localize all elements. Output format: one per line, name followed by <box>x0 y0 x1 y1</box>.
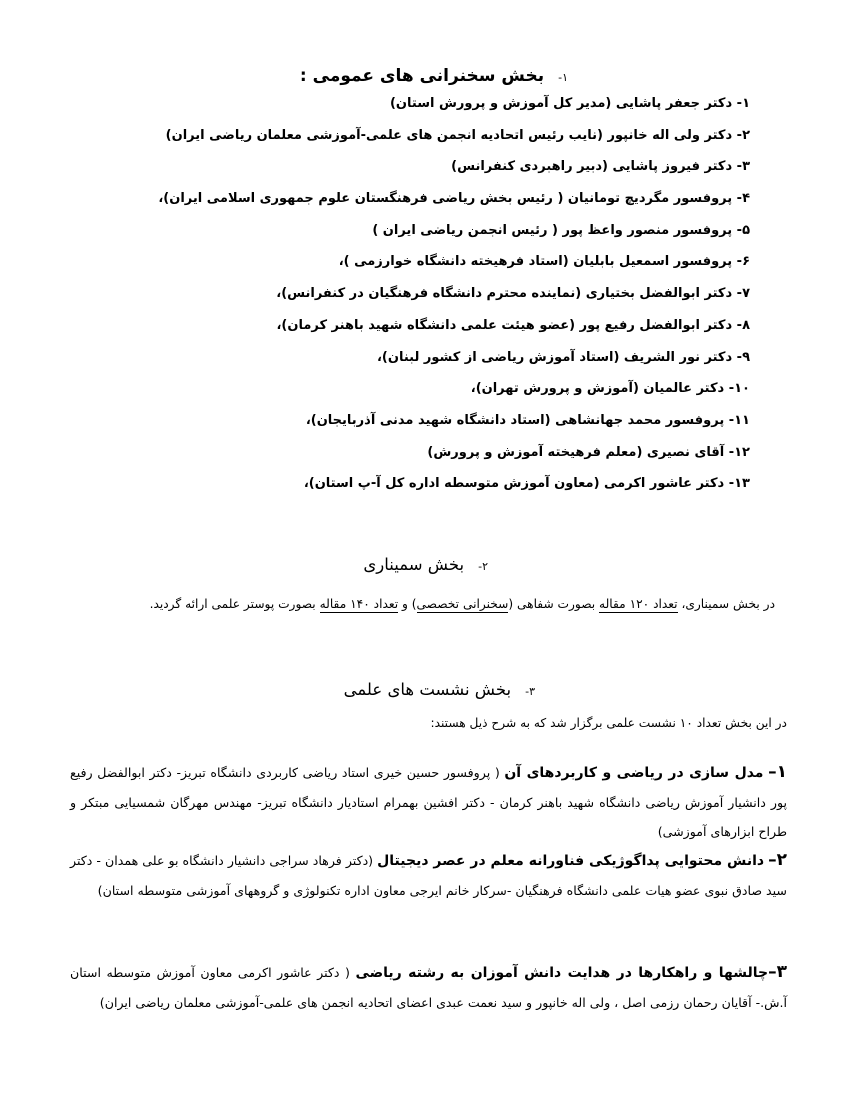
section3-intro: در این بخش تعداد ۱۰ نشست علمی برگزار شد که به شرح ذیل هستند: <box>430 716 787 730</box>
oral-label: سخنرانی تخصصی <box>416 597 509 611</box>
list-item: ۱۲- آقای نصیری (معلم فرهیخته آموزش و پرورش) <box>427 444 750 460</box>
list-item: ۹- دکتر نور الشریف (استاد آموزش ریاضی از کشور لبنان)، <box>376 349 750 365</box>
section3-number: ۳- <box>525 685 535 698</box>
list-item: ۱۳- دکتر عاشور اکرمی (معاون آموزش متوسطه اداره کل آ-پ استان)، <box>303 476 750 492</box>
list-item: ۶- پروفسور اسمعیل بابلیان (استاد فرهیخته دانشگاه خوارزمی )، <box>338 254 750 270</box>
section2-paragraph <box>150 597 775 611</box>
list-item: ۷- دکتر ابوالفضل بختیاری (نماینده محترم دانشگاه فرهنگیان در کنفرانس)، <box>276 286 750 302</box>
section1-title: بخش سخنرانی های عمومی : <box>299 66 545 86</box>
speaker-list <box>158 95 853 507</box>
session-details: ( دکتر عاشور اکرمی معاون آموزش متوسطه استان آ.ش.- آقایان رحمان رزمی اصل ، ولی اله خانپور و سید نعمت عبدی اعضای اتحادیه انجمن های علمی-آموزشی معلمان ریاضی ایران) <box>70 965 787 1010</box>
section3-heading <box>344 680 535 699</box>
section2-text-after: بصورت پوستر علمی ارائه گردید. <box>149 597 320 611</box>
list-item: ۵- پروفسور منصور واعظ پور ( رئیس انجمن ریاضی ایران ) <box>372 222 750 238</box>
session-number: ۱– <box>768 762 787 782</box>
list-item: ۱۱- پروفسور محمد جهانشاهی (استاد دانشگاه شهید مدنی آذربایجان)، <box>305 412 750 428</box>
list-item: ۱- دکتر جعفر پاشایی (مدیر کل آموزش و پرورش استان) <box>389 96 750 111</box>
oral-count: تعداد ۱۲۰ مقاله <box>599 597 678 611</box>
session-number: ۲– <box>768 850 787 870</box>
session-title: چالشها و راهکارها در هدایت دانش آموزان به رشته ریاضی <box>355 965 769 981</box>
list-item: ۴- پروفسور مگردیچ تومانیان ( رئیس بخش ریاضی فرهنگستان علوم جمهوری اسلامی ایران)، <box>158 191 750 207</box>
list-item: ۳- دکتر فیروز پاشایی (دبیر راهبردی کنفرانس) <box>451 159 750 175</box>
session-details: ( پروفسور حسین خیری استاد ریاضی کاربردی دانشگاه تبریز- دکتر ابوالفضل رفیع پور دانشیار آموزش ریاضی دانشگاه شهید باهنر کرمان - دکتر افشین بهمرام استادیار دانشگاه تبریز- مهندس مهرگان شمسیایی مبتکر و طراح ابزارهای آموزشی) <box>70 765 787 839</box>
section1-number: ۱- <box>558 71 568 84</box>
session-title: مدل سازی در ریاضی و کاربردهای آن <box>504 765 764 781</box>
session-item <box>70 958 787 1017</box>
section2-number: ۲- <box>478 560 488 573</box>
session-item <box>70 758 787 846</box>
section2-title: بخش سمیناری <box>363 555 465 574</box>
poster-count: تعداد ۱۴۰ مقاله <box>319 597 399 611</box>
section3-title: بخش نشست های علمی <box>343 680 512 699</box>
list-item: ۸- دکتر ابوالفضل رفیع پور (عضو هیئت علمی دانشگاه شهید باهنر کرمان)، <box>276 317 750 333</box>
session-details: (دکتر فرهاد سراجی دانشیار دانشگاه بو علی همدان - دکتر سید صادق نبوی عضو هیات علمی دانشگاه فرهنگیان -سرکار خانم ایرجی معاون اداره تکنولوژی و گروههای آموزشی متوسطه استان) <box>70 853 787 898</box>
session-number: ۳– <box>768 962 787 982</box>
section2-text-mid2: ) و <box>398 597 417 611</box>
section2-heading <box>363 555 488 574</box>
session-title: دانش محتوایی پداگوژیکی فناورانه معلم در عصر دیجیتال <box>377 853 765 869</box>
section2-text-mid1: بصورت شفاهی ( <box>508 597 600 611</box>
list-item: ۲- دکتر ولی اله خانپور (نایب رئیس اتحادیه انجمن های علمی-آموزشی معلمان ریاضی ایران) <box>165 127 750 143</box>
section2-text-before: در بخش سمیناری، <box>677 597 775 611</box>
session-item <box>70 846 787 905</box>
section1-heading <box>300 66 568 86</box>
list-item: ۱۰- دکتر عالمیان (آموزش و پرورش تهران)، <box>470 381 750 397</box>
